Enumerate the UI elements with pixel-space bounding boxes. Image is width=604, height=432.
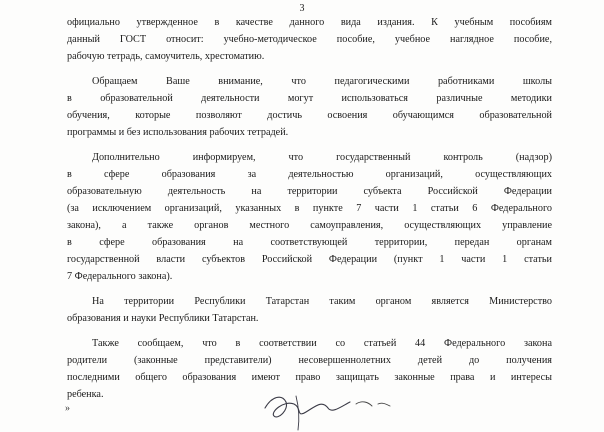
text-line: рабочую тетрадь, самоучитель, хрестоматию. <box>67 51 265 62</box>
text-line: обучения, которые позволяют достичь освоения обучающимся образовательной <box>67 110 552 121</box>
text-line: Обращаем Ваше внимание, что педагогическими работниками школы <box>92 76 552 87</box>
paragraph <box>67 73 552 141</box>
text-line: в сфере образования за деятельностью организаций, осуществляющих <box>67 169 552 180</box>
text-line: Дополнительно информируем, что государственный контроль (надзор) <box>92 152 552 163</box>
text-line: ребенка. <box>67 389 104 400</box>
text-line: в образовательной деятельности могут использоваться различные методики <box>67 93 552 104</box>
handwritten-signature <box>60 386 560 432</box>
paragraph <box>67 14 552 65</box>
text-line: На территории Республики Татарстан таким органом является Министерство <box>92 296 552 307</box>
text-line: родители (законные представители) несовершеннолетних детей до получения <box>67 355 552 366</box>
text-line: программы и без использования рабочих тетрадей. <box>67 127 289 138</box>
text-line: последними общего образования имеют право защищать законные права и интересы <box>67 372 552 383</box>
paragraph <box>67 293 552 327</box>
text-line: официально утвержденное в качестве данного вида издания. К учебным пособиям <box>67 17 552 28</box>
text-line: в сфере образования на соответствующей территории, передан органам <box>67 237 552 248</box>
text-line: Также сообщаем, что в соответствии со статьей 44 Федерального закона <box>92 338 552 349</box>
signature-mark: » <box>65 403 70 414</box>
letter-body <box>67 14 552 403</box>
text-line: образования и науки Республики Татарстан. <box>67 313 259 324</box>
text-line: данный ГОСТ относит: учебно-методическое пособие, учебное наглядное пособие, <box>67 34 552 45</box>
paragraph <box>67 149 552 285</box>
text-line: образовательную деятельность на территории субъекта Российской Федерации <box>67 186 552 197</box>
text-line: 7 Федерального закона). <box>67 271 173 282</box>
signature-area <box>60 386 560 432</box>
page-number: 3 <box>299 3 305 14</box>
text-line: государственной власти субъектов Российской Федерации (пункт 1 части 1 статьи <box>67 254 552 265</box>
text-line: (за исключением организаций, указанных в пункте 7 части 1 статьи 6 Федерального <box>67 203 552 214</box>
text-line: закона), а также органов местного самоуправления, осуществляющих управление <box>67 220 552 231</box>
